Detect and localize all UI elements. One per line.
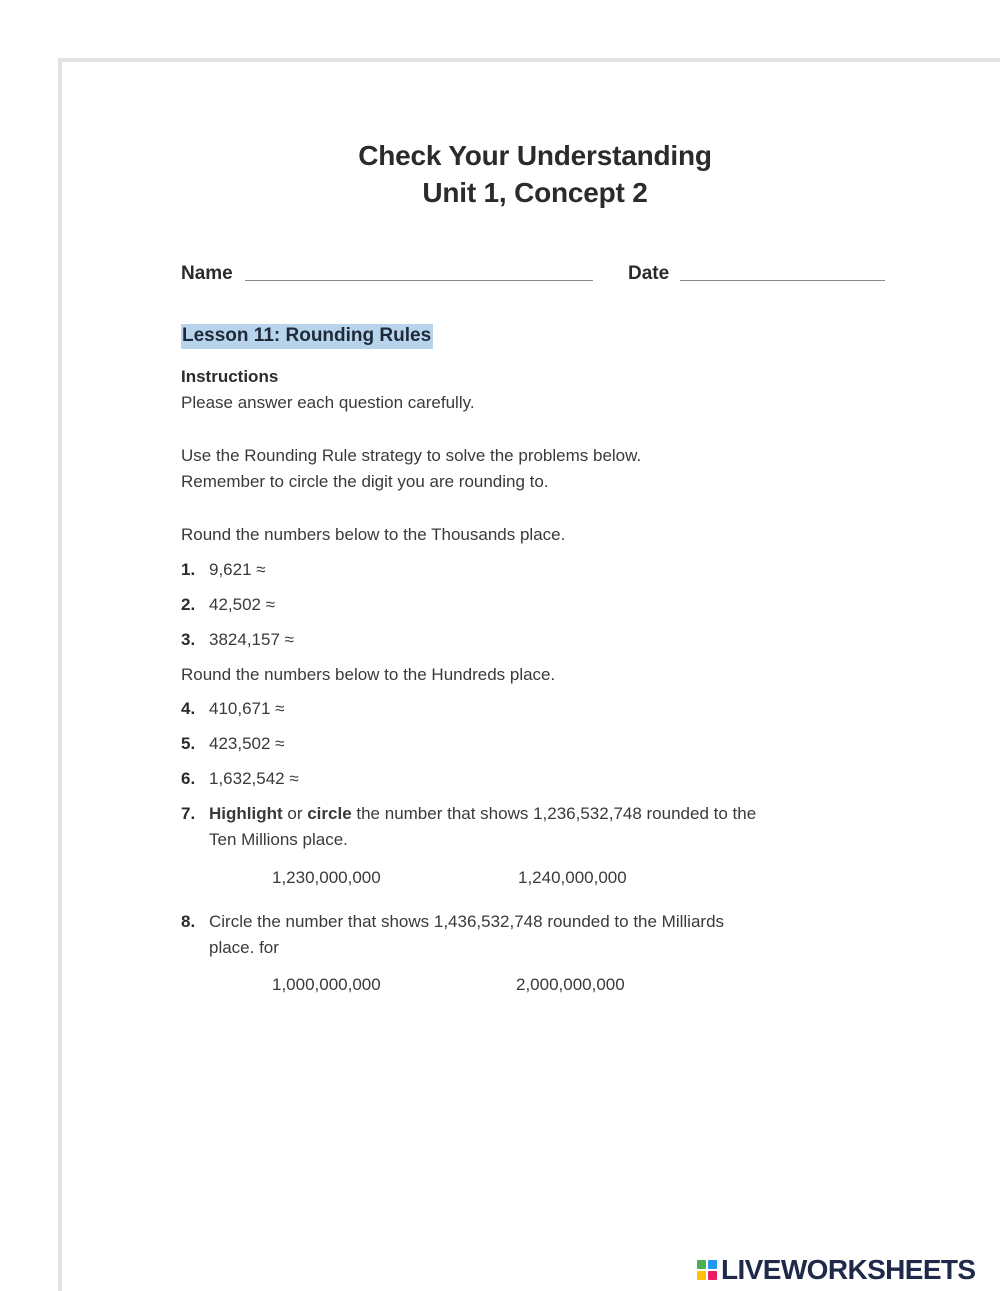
choice-option[interactable]: 1,000,000,000 [272, 975, 381, 994]
logo-square-icon [697, 1271, 706, 1280]
logo-square-icon [708, 1260, 717, 1269]
date-label: Date [628, 263, 670, 284]
date-field[interactable] [680, 280, 885, 281]
lesson-heading: Lesson 11: Rounding Rules [181, 324, 433, 349]
name-label: Name [181, 263, 233, 284]
question-8-text: Circle the number that shows 1,436,532,748 rounded to the Milliards [209, 912, 725, 931]
section1-prompt: Round the numbers below to the Thousands place. [181, 525, 566, 544]
question-text: 423,502 ≈ [209, 734, 285, 753]
question-7-text [209, 804, 756, 824]
page-subtitle: Unit 1, Concept 2 [422, 177, 648, 208]
page-title: Check Your Understanding [358, 140, 712, 171]
highlight-word: Highlight [209, 804, 283, 823]
question-number: 5. [181, 734, 196, 753]
liveworksheets-logo [697, 1253, 976, 1287]
section2-prompt: Round the numbers below to the Hundreds place. [181, 665, 556, 684]
circle-word: circle [307, 804, 352, 823]
question-number: 4. [181, 699, 196, 718]
question-7-line2: Ten Millions place. [209, 830, 348, 849]
choice-option[interactable]: 1,240,000,000 [518, 868, 627, 887]
logo-square-icon [697, 1260, 706, 1269]
question-number: 6. [181, 769, 196, 788]
question-number: 1. [181, 560, 196, 579]
or-word: or [282, 804, 308, 823]
logo-square-icon [708, 1271, 717, 1280]
question-number: 8. [181, 912, 196, 931]
question-number: 3. [181, 630, 196, 649]
question-number: 2. [181, 595, 196, 614]
question-text: 42,502 ≈ [209, 595, 276, 614]
choice-option[interactable]: 1,230,000,000 [272, 868, 381, 887]
question-7-rest: the number that shows 1,236,532,748 rounded to the [351, 804, 757, 823]
question-text: 410,671 ≈ [209, 699, 285, 718]
question-text: 1,632,542 ≈ [209, 769, 299, 788]
question-number: 7. [181, 804, 196, 823]
name-field[interactable] [245, 280, 593, 281]
question-text: 3824,157 ≈ [209, 630, 294, 649]
question-text: 9,621 ≈ [209, 560, 266, 579]
question-8-line2: place. for [209, 938, 279, 957]
strategy-line-2: Remember to circle the digit you are rounding to. [181, 472, 549, 491]
instructions-text: Please answer each question carefully. [181, 393, 475, 412]
instructions-heading: Instructions [181, 367, 279, 386]
choice-option[interactable]: 2,000,000,000 [516, 975, 625, 994]
strategy-line-1: Use the Rounding Rule strategy to solve the problems below. [181, 446, 642, 465]
logo-grid-icon [697, 1260, 717, 1280]
logo-text: LIVEWORKSHEETS [721, 1254, 976, 1285]
